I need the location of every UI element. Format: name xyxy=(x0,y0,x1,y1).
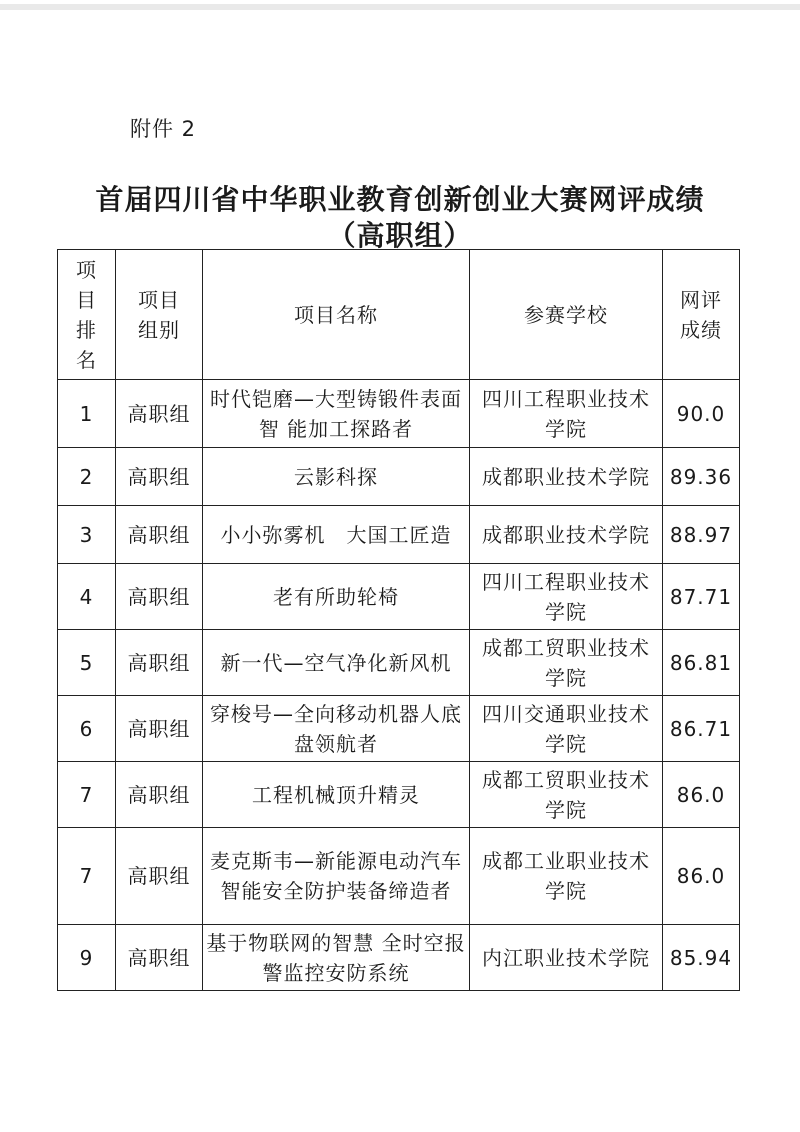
column-header-group: 项目组别 xyxy=(116,250,203,380)
attachment-label: 附件 2 xyxy=(130,117,197,141)
school-cell: 成都工贸职业技术学院 xyxy=(470,762,663,828)
rank-cell: 4 xyxy=(58,564,116,630)
table-row xyxy=(58,380,740,448)
school-cell: 四川交通职业技术学院 xyxy=(470,696,663,762)
school-cell: 成都工业职业技术学院 xyxy=(470,828,663,925)
document-title: 首届四川省中华职业教育创新创业大赛网评成绩 xyxy=(95,183,705,216)
project-name-cell: 穿梭号—全向移动机器人底盘领航者 xyxy=(203,696,470,762)
project-name-cell: 时代铠磨—大型铸锻件表面智 能加工探路者 xyxy=(203,380,470,448)
table-header-row xyxy=(58,250,740,380)
project-name-cell: 小小弥雾机 大国工匠造 xyxy=(203,506,470,564)
score-cell: 86.71 xyxy=(663,696,740,762)
score-cell: 88.97 xyxy=(663,506,740,564)
score-cell: 86.81 xyxy=(663,630,740,696)
project-name-cell: 云影科探 xyxy=(203,448,470,506)
document-subtitle: （高职组） xyxy=(327,219,473,252)
score-cell: 86.0 xyxy=(663,828,740,925)
score-cell: 86.0 xyxy=(663,762,740,828)
table-row xyxy=(58,630,740,696)
results-table xyxy=(57,249,740,991)
table-row xyxy=(58,762,740,828)
group-cell: 高职组 xyxy=(116,696,203,762)
group-cell: 高职组 xyxy=(116,380,203,448)
project-name-cell: 老有所助轮椅 xyxy=(203,564,470,630)
project-name-cell: 新一代—空气净化新风机 xyxy=(203,630,470,696)
scan-top-edge xyxy=(0,4,800,10)
column-header-score: 网评成绩 xyxy=(663,250,740,380)
rank-cell: 1 xyxy=(58,380,116,448)
rank-header-char: 排 xyxy=(76,317,97,342)
rank-cell: 6 xyxy=(58,696,116,762)
rank-header-char: 目 xyxy=(76,287,97,312)
rank-cell: 3 xyxy=(58,506,116,564)
table-row xyxy=(58,564,740,630)
project-name-cell: 工程机械顶升精灵 xyxy=(203,762,470,828)
rank-cell: 7 xyxy=(58,828,116,925)
school-cell: 内江职业技术学院 xyxy=(470,925,663,991)
rank-cell: 7 xyxy=(58,762,116,828)
group-cell: 高职组 xyxy=(116,828,203,925)
group-cell: 高职组 xyxy=(116,448,203,506)
score-cell: 87.71 xyxy=(663,564,740,630)
school-cell: 成都工贸职业技术学院 xyxy=(470,630,663,696)
table-row xyxy=(58,448,740,506)
table-row xyxy=(58,696,740,762)
table-row xyxy=(58,828,740,925)
project-name-cell: 基于物联网的智慧 全时空报警监控安防系统 xyxy=(203,925,470,991)
rank-header-char: 项 xyxy=(76,257,97,282)
score-cell: 89.36 xyxy=(663,448,740,506)
group-cell: 高职组 xyxy=(116,630,203,696)
school-cell: 成都职业技术学院 xyxy=(470,448,663,506)
group-cell: 高职组 xyxy=(116,564,203,630)
column-header-school: 参赛学校 xyxy=(470,250,663,380)
rank-header-char: 名 xyxy=(76,347,97,372)
score-cell: 90.0 xyxy=(663,380,740,448)
table-row xyxy=(58,506,740,564)
school-cell: 成都职业技术学院 xyxy=(470,506,663,564)
rank-cell: 2 xyxy=(58,448,116,506)
group-cell: 高职组 xyxy=(116,506,203,564)
rank-cell: 9 xyxy=(58,925,116,991)
rank-cell: 5 xyxy=(58,630,116,696)
group-cell: 高职组 xyxy=(116,762,203,828)
column-header-rank xyxy=(58,250,116,380)
school-cell: 四川工程职业技术学院 xyxy=(470,380,663,448)
score-cell: 85.94 xyxy=(663,925,740,991)
table-row xyxy=(58,925,740,991)
column-header-name: 项目名称 xyxy=(203,250,470,380)
school-cell: 四川工程职业技术学院 xyxy=(470,564,663,630)
project-name-cell: 麦克斯韦—新能源电动汽车智能安全防护装备缔造者 xyxy=(203,828,470,925)
group-cell: 高职组 xyxy=(116,925,203,991)
